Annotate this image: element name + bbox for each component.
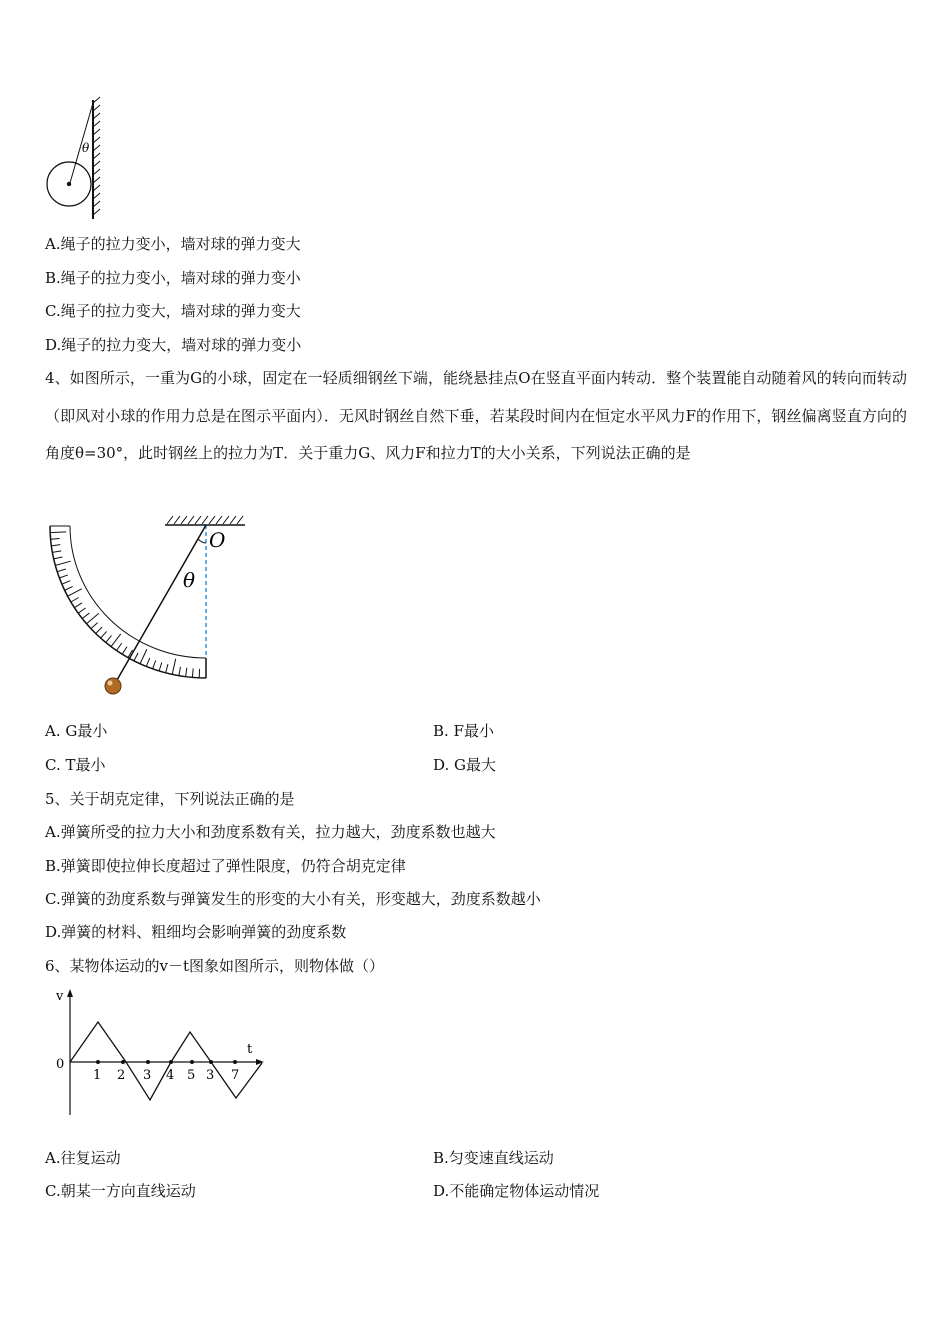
q5-stem: 5、关于胡克定律，下列说法正确的是 bbox=[45, 790, 295, 808]
tick-5: 5 bbox=[187, 1068, 196, 1083]
theta-label: θ bbox=[82, 141, 90, 155]
q3-option-b: B.绳子的拉力变小，墙对球的弹力变小 bbox=[45, 269, 301, 287]
protractor-tick bbox=[172, 659, 175, 675]
q4-option-c: C. T最小 bbox=[45, 756, 106, 774]
q4-option-b: B. F最小 bbox=[433, 722, 494, 740]
q5-option-a: A.弹簧所受的拉力大小和劲度系数有关，拉力越大，劲度系数也越大 bbox=[45, 823, 496, 841]
protractor-tick bbox=[179, 667, 181, 676]
protractor-tick bbox=[159, 662, 162, 671]
q5-option-d: D.弹簧的材料、粗细均会影响弹簧的劲度系数 bbox=[45, 923, 347, 941]
protractor-tick bbox=[192, 668, 193, 677]
protractor-tick bbox=[166, 664, 168, 673]
ball bbox=[105, 678, 121, 694]
tick-2: 2 bbox=[117, 1068, 126, 1083]
q5-option-c: C.弹簧的劲度系数与弹簧发生的形变的大小有关，形变越大，劲度系数越小 bbox=[45, 890, 541, 908]
q6-stem: 6、某物体运动的v－t图象如图所示，则物体做（） bbox=[45, 957, 385, 975]
q4-figure bbox=[45, 512, 255, 702]
protractor-tick bbox=[122, 647, 127, 655]
protractor-tick bbox=[96, 627, 102, 633]
protractor-tick bbox=[54, 557, 63, 559]
pivot-label: O bbox=[209, 528, 226, 552]
q6-option-b: B.匀变速直线运动 bbox=[433, 1149, 554, 1167]
protractor-tick bbox=[86, 613, 98, 623]
protractor-tick bbox=[55, 561, 70, 565]
protractor-tick bbox=[140, 649, 147, 664]
q6-option-d: D.不能确定物体运动情况 bbox=[433, 1182, 600, 1200]
q3-option-d: D.绳子的拉力变大，墙对球的弹力变小 bbox=[45, 336, 302, 354]
protractor-tick bbox=[101, 631, 107, 638]
t-axis-label: t bbox=[247, 1042, 253, 1057]
protractor-tick bbox=[57, 569, 66, 572]
protractor-ticks bbox=[50, 526, 206, 678]
origin-label: 0 bbox=[56, 1057, 65, 1072]
protractor-tick bbox=[111, 634, 121, 647]
protractor-tick bbox=[186, 668, 187, 677]
protractor-tick bbox=[65, 586, 73, 590]
protractor-tick bbox=[91, 623, 98, 629]
v-axis-label: v bbox=[56, 989, 64, 1004]
q3-figure bbox=[40, 95, 115, 225]
protractor-tick bbox=[59, 575, 67, 578]
protractor-tick bbox=[51, 538, 60, 539]
q6-option-a: A.往复运动 bbox=[45, 1149, 121, 1167]
tick-1: 1 bbox=[93, 1068, 102, 1083]
q3-option-a: A.绳子的拉力变小，墙对球的弹力变大 bbox=[45, 235, 301, 253]
q3-option-c: C.绳子的拉力变大，墙对球的弹力变大 bbox=[45, 302, 301, 320]
tick-7: 7 bbox=[231, 1068, 240, 1083]
protractor-tick bbox=[50, 532, 66, 533]
tick-4: 4 bbox=[166, 1068, 175, 1083]
protractor-tick bbox=[146, 658, 149, 666]
q4-option-d: D. G最大 bbox=[433, 756, 497, 774]
protractor-tick bbox=[68, 589, 82, 596]
q4-stem: 4、如图所示，一重为G的小球，固定在一轻质细钢丝下端，能绕悬挂点O在竖直平面内转动．整个装置能自动随着风的转向而转动（即风对小球的作用力总是在图示平面内）．无风时钢丝自然下垂，若某段时间内在恒定水平风力F的作用下，钢丝偏离竖直方向的角度θ=30°，此时钢丝上的拉力为T．关于重力G、风力F和拉力T的大小关系，下列说法正确的是 bbox=[45, 369, 907, 462]
protractor-tick bbox=[134, 653, 138, 661]
protractor-tick bbox=[74, 603, 82, 608]
angle-label: θ bbox=[183, 568, 196, 592]
protractor-tick bbox=[82, 613, 89, 618]
protractor-tick bbox=[106, 636, 112, 643]
protractor-tick bbox=[117, 643, 122, 650]
q6-graph bbox=[50, 985, 275, 1120]
protractor-tick bbox=[52, 551, 61, 553]
protractor-tick bbox=[51, 545, 60, 546]
q5-option-b: B.弹簧即使拉伸长度超过了弹性限度，仍符合胡克定律 bbox=[45, 857, 406, 875]
protractor-tick bbox=[62, 581, 70, 584]
q4-option-a: A. G最小 bbox=[45, 722, 108, 740]
tick-6: 3 bbox=[206, 1068, 215, 1083]
protractor-tick bbox=[78, 608, 85, 613]
protractor-tick bbox=[153, 660, 156, 668]
q6-option-c: C.朝某一方向直线运动 bbox=[45, 1182, 196, 1200]
tick-3: 3 bbox=[143, 1068, 152, 1083]
protractor-tick bbox=[71, 598, 79, 603]
